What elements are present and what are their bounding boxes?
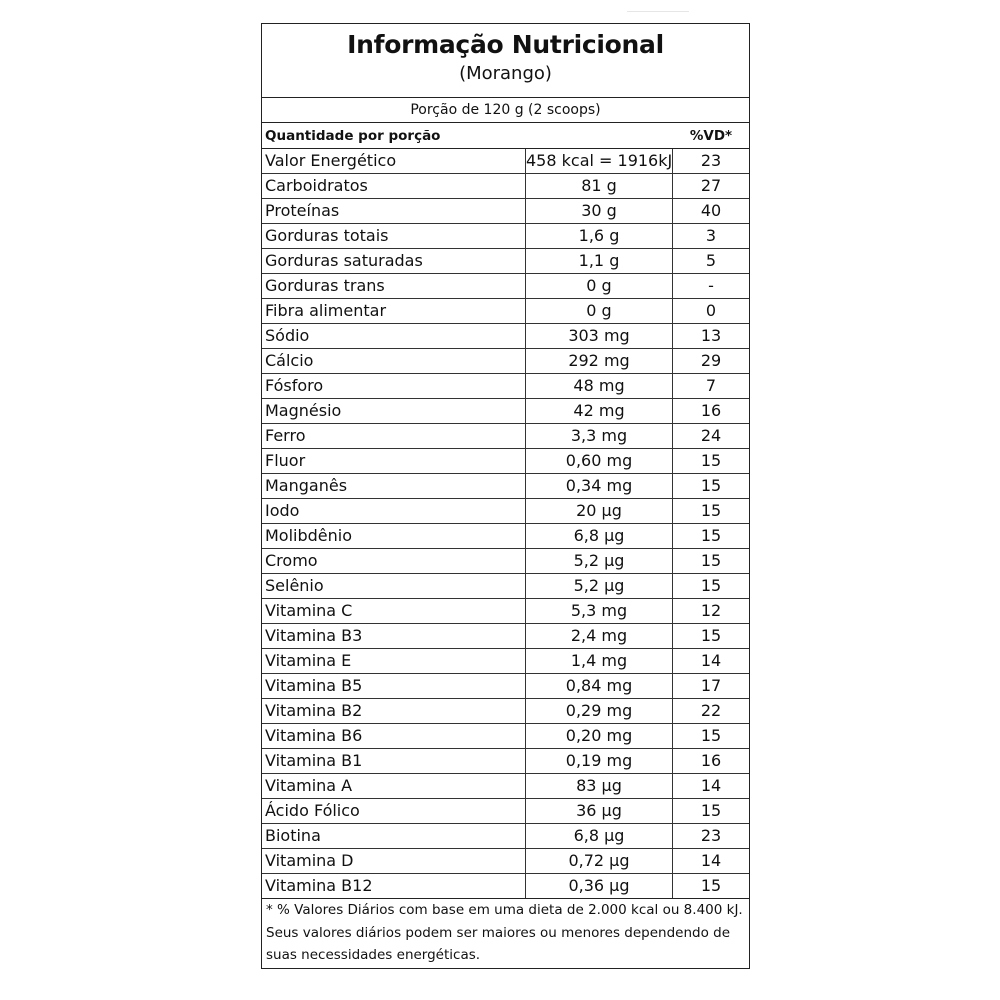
nutrient-amount: 0,34 mg	[526, 474, 673, 499]
table-row	[262, 474, 749, 499]
nutrient-dv: 15	[673, 624, 750, 649]
nutrient-dv: 14	[673, 649, 750, 674]
nutrient-name: Vitamina B6	[262, 724, 526, 749]
nutrient-amount: 0,29 mg	[526, 699, 673, 724]
table-row	[262, 299, 749, 324]
nutrient-table	[262, 149, 749, 899]
nutrient-name: Proteínas	[262, 199, 526, 224]
nutrition-facts-label	[261, 23, 750, 969]
nutrient-dv: 15	[673, 449, 750, 474]
nutrient-name: Cálcio	[262, 349, 526, 374]
nutrient-name: Fluor	[262, 449, 526, 474]
nutrient-name: Sódio	[262, 324, 526, 349]
nutrient-dv: 0	[673, 299, 750, 324]
nutrient-dv: 15	[673, 474, 750, 499]
nutrient-amount: 5,3 mg	[526, 599, 673, 624]
nutrient-dv: 14	[673, 849, 750, 874]
serving-size: Porção de 120 g (2 scoops)	[262, 98, 749, 123]
nutrient-dv: 15	[673, 874, 750, 899]
nutrient-name: Vitamina B1	[262, 749, 526, 774]
nutrient-amount: 1,1 g	[526, 249, 673, 274]
nutrient-name: Biotina	[262, 824, 526, 849]
table-row	[262, 174, 749, 199]
table-row	[262, 574, 749, 599]
nutrient-name: Vitamina B5	[262, 674, 526, 699]
nutrient-amount: 0,60 mg	[526, 449, 673, 474]
nutrient-dv: 15	[673, 524, 750, 549]
nutrient-amount: 0,36 µg	[526, 874, 673, 899]
nutrient-name: Vitamina D	[262, 849, 526, 874]
nutrient-amount: 0 g	[526, 274, 673, 299]
nutrient-dv: 3	[673, 224, 750, 249]
nutrient-name: Cromo	[262, 549, 526, 574]
table-row	[262, 774, 749, 799]
nutrient-name: Molibdênio	[262, 524, 526, 549]
nutrient-amount: 42 mg	[526, 399, 673, 424]
table-row	[262, 199, 749, 224]
nutrient-amount: 6,8 µg	[526, 824, 673, 849]
nutrient-amount: 30 g	[526, 199, 673, 224]
table-row	[262, 599, 749, 624]
nutrient-name: Fibra alimentar	[262, 299, 526, 324]
nutrient-dv: 5	[673, 249, 750, 274]
nutrient-name: Vitamina C	[262, 599, 526, 624]
table-row	[262, 524, 749, 549]
nutrient-dv: -	[673, 274, 750, 299]
nutrient-dv: 16	[673, 399, 750, 424]
nutrient-dv: 27	[673, 174, 750, 199]
nutrient-dv: 16	[673, 749, 750, 774]
nutrient-amount: 48 mg	[526, 374, 673, 399]
table-row	[262, 399, 749, 424]
table-row	[262, 624, 749, 649]
table-row	[262, 724, 749, 749]
nutrient-dv: 15	[673, 574, 750, 599]
nutrient-dv: 24	[673, 424, 750, 449]
nutrient-amount: 83 µg	[526, 774, 673, 799]
table-row	[262, 449, 749, 474]
nutrient-name: Valor Energético	[262, 149, 526, 174]
nutrient-name: Fósforo	[262, 374, 526, 399]
nutrient-name: Ferro	[262, 424, 526, 449]
table-row	[262, 499, 749, 524]
table-row	[262, 324, 749, 349]
nutrient-dv: 23	[673, 824, 750, 849]
table-row	[262, 149, 749, 174]
nutrient-name: Gorduras saturadas	[262, 249, 526, 274]
nutrient-amount: 5,2 µg	[526, 549, 673, 574]
nutrient-dv: 7	[673, 374, 750, 399]
nutrient-name: Gorduras totais	[262, 224, 526, 249]
nutrient-amount: 0,20 mg	[526, 724, 673, 749]
flavor-subtitle: (Morango)	[459, 63, 552, 84]
table-row	[262, 224, 749, 249]
nutrient-amount: 6,8 µg	[526, 524, 673, 549]
title-block	[262, 24, 749, 98]
nutrient-name: Vitamina B3	[262, 624, 526, 649]
nutrient-name: Manganês	[262, 474, 526, 499]
label-title: Informação Nutricional	[347, 30, 664, 59]
table-row	[262, 549, 749, 574]
nutrient-amount: 2,4 mg	[526, 624, 673, 649]
table-row	[262, 374, 749, 399]
nutrient-dv: 12	[673, 599, 750, 624]
footnote-line: suas necessidades energéticas.	[266, 947, 481, 963]
nutrient-dv: 23	[673, 149, 750, 174]
nutrient-amount: 20 µg	[526, 499, 673, 524]
table-row	[262, 699, 749, 724]
table-row	[262, 824, 749, 849]
nutrient-amount: 458 kcal = 1916kJ	[526, 149, 673, 174]
footnote	[262, 899, 749, 968]
table-row	[262, 424, 749, 449]
nutrient-dv: 15	[673, 724, 750, 749]
nutrient-amount: 81 g	[526, 174, 673, 199]
table-row	[262, 649, 749, 674]
nutrient-name: Iodo	[262, 499, 526, 524]
nutrient-amount: 0,19 mg	[526, 749, 673, 774]
nutrient-dv: 29	[673, 349, 750, 374]
table-header	[262, 123, 749, 149]
nutrient-dv: 15	[673, 549, 750, 574]
nutrient-dv: 15	[673, 799, 750, 824]
table-row	[262, 249, 749, 274]
nutrient-amount: 0,84 mg	[526, 674, 673, 699]
nutrient-amount: 36 µg	[526, 799, 673, 824]
nutrient-amount: 1,4 mg	[526, 649, 673, 674]
table-row	[262, 749, 749, 774]
nutrient-name: Magnésio	[262, 399, 526, 424]
decorative-line	[627, 11, 689, 12]
table-row	[262, 799, 749, 824]
nutrient-dv: 22	[673, 699, 750, 724]
nutrient-dv: 14	[673, 774, 750, 799]
nutrient-name: Vitamina B2	[262, 699, 526, 724]
table-row	[262, 849, 749, 874]
nutrient-amount: 1,6 g	[526, 224, 673, 249]
footnote-line: Seus valores diários podem ser maiores ou menores dependendo de	[266, 924, 731, 941]
table-row	[262, 274, 749, 299]
nutrient-dv: 40	[673, 199, 750, 224]
nutrient-name: Vitamina A	[262, 774, 526, 799]
dv-header: %VD*	[689, 127, 733, 144]
nutrient-amount: 5,2 µg	[526, 574, 673, 599]
footnote-line: * % Valores Diários com base em uma dieta de 2.000 kcal ou 8.400 kJ.	[266, 902, 743, 918]
quantity-header: Quantidade por porção	[265, 127, 441, 144]
table-row	[262, 674, 749, 699]
nutrient-amount: 0 g	[526, 299, 673, 324]
nutrient-amount: 303 mg	[526, 324, 673, 349]
nutrient-dv: 13	[673, 324, 750, 349]
nutrient-name: Vitamina E	[262, 649, 526, 674]
nutrient-dv: 17	[673, 674, 750, 699]
nutrient-dv: 15	[673, 499, 750, 524]
nutrient-name: Vitamina B12	[262, 874, 526, 899]
nutrient-name: Carboidratos	[262, 174, 526, 199]
nutrient-name: Gorduras trans	[262, 274, 526, 299]
table-row	[262, 349, 749, 374]
nutrient-name: Ácido Fólico	[262, 799, 526, 824]
nutrient-amount: 3,3 mg	[526, 424, 673, 449]
nutrient-name: Selênio	[262, 574, 526, 599]
nutrient-amount: 0,72 µg	[526, 849, 673, 874]
table-row	[262, 874, 749, 899]
nutrient-amount: 292 mg	[526, 349, 673, 374]
